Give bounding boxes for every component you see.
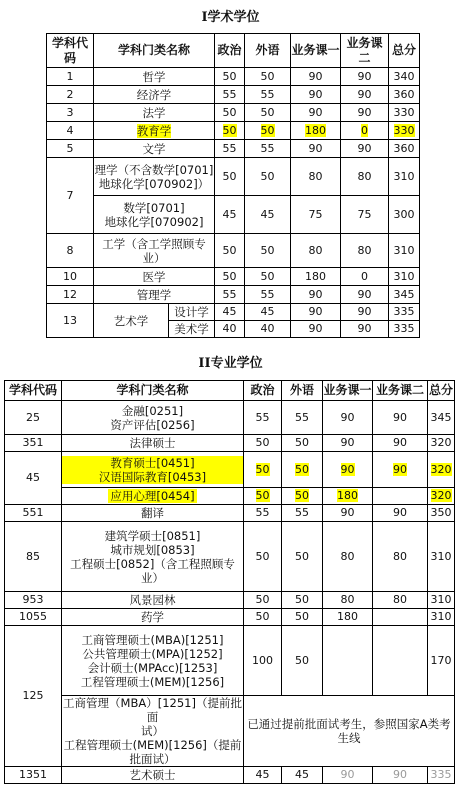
- total-cell: 310: [428, 522, 455, 592]
- name-line: [62, 470, 243, 484]
- header-foreign-language: 外语: [245, 34, 291, 68]
- name-cell: [94, 158, 215, 196]
- table-row: [5, 522, 455, 592]
- name-cell: [62, 452, 244, 488]
- name-cell: 医学: [94, 268, 215, 286]
- highlighted-name: 教育硕士[0451]: [62, 456, 243, 470]
- code-cell: 1: [47, 68, 94, 86]
- politics-cell: 50: [215, 158, 245, 196]
- table-row: [5, 696, 455, 767]
- total-cell: 350: [428, 505, 455, 522]
- course1-cell: 90: [291, 86, 341, 104]
- course1-cell: 90: [291, 321, 341, 338]
- code-cell: 1351: [5, 767, 62, 784]
- politics-cell: 50: [215, 68, 245, 86]
- foreign-language-cell: 45: [245, 304, 291, 321]
- course2-cell: [341, 122, 389, 140]
- foreign-language-cell: 55: [245, 140, 291, 158]
- name-cell: 法律硕士: [62, 435, 244, 452]
- total-cell: [389, 122, 420, 140]
- name-line: 理学（不含数学[0701]: [94, 162, 214, 177]
- course1-cell: [323, 626, 373, 696]
- name-cell: 哲学: [94, 68, 215, 86]
- politics-cell: 50: [244, 609, 282, 626]
- table-row-highlighted: [5, 488, 455, 505]
- course2-cell: [373, 609, 428, 626]
- course2-cell: 90: [341, 86, 389, 104]
- highlighted-value: 90: [393, 462, 407, 476]
- total-cell: 340: [389, 68, 420, 86]
- foreign-language-cell: 40: [245, 321, 291, 338]
- header-course-2: 业务课二: [341, 34, 389, 68]
- politics-cell: 50: [215, 268, 245, 286]
- header-total: 总分: [389, 34, 420, 68]
- name-line: 城市规划[0853]: [110, 542, 195, 557]
- code-cell: 25: [5, 401, 62, 435]
- course2-cell: 90: [341, 140, 389, 158]
- code-cell: 7: [47, 158, 94, 234]
- politics-cell: 55: [244, 505, 282, 522]
- table-row-highlighted: [5, 452, 455, 488]
- name-cell: 管理学: [94, 286, 215, 304]
- total-cell: [428, 452, 455, 488]
- name-line: 数学[0701]: [123, 200, 185, 215]
- highlighted-value: 180: [305, 123, 327, 137]
- course1-cell: 80: [291, 158, 341, 196]
- subname-cell: 美术学: [169, 321, 215, 338]
- course1-cell: 90: [291, 104, 341, 122]
- course2-cell: 90: [373, 505, 428, 522]
- course1-cell: 180: [323, 609, 373, 626]
- course1-cell: [323, 488, 373, 505]
- course2-cell: 90: [373, 767, 428, 784]
- course2-cell: 90: [341, 68, 389, 86]
- name-cell: 法学: [94, 104, 215, 122]
- name-cell: [62, 401, 244, 435]
- table-row: [47, 68, 420, 86]
- header-code: 学科代码: [47, 34, 94, 68]
- foreign-language-cell: 55: [245, 286, 291, 304]
- table-row: [5, 767, 455, 784]
- politics-cell: 40: [215, 321, 245, 338]
- politics-cell: 100: [244, 626, 282, 696]
- foreign-language-cell: 50: [282, 609, 323, 626]
- code-cell: 8: [47, 234, 94, 268]
- highlighted-name: 汉语国际教育[0453]: [62, 470, 243, 484]
- politics-cell: 50: [215, 104, 245, 122]
- section1-title: I学术学位: [201, 10, 260, 25]
- name-line: 地球化学[070902]: [104, 214, 204, 229]
- course1-cell: 80: [291, 234, 341, 268]
- course2-cell: 80: [373, 522, 428, 592]
- total-cell: 310: [389, 158, 420, 196]
- course1-cell: 75: [291, 196, 341, 234]
- table-row: [5, 626, 455, 696]
- course1-cell: 90: [323, 435, 373, 452]
- table-row: [5, 505, 455, 522]
- highlighted-value: 0: [361, 123, 369, 137]
- table-row: [5, 609, 455, 626]
- politics-cell: 55: [215, 86, 245, 104]
- name-cell: [62, 488, 244, 505]
- highlighted-name: 应用心理[0454]: [110, 489, 195, 503]
- total-cell: 310: [428, 609, 455, 626]
- name-cell: [94, 122, 215, 140]
- total-cell: 335: [428, 767, 455, 784]
- total-cell: 360: [389, 140, 420, 158]
- name-cell: [94, 234, 215, 268]
- highlighted-value: 320: [430, 462, 452, 476]
- course1-cell: [323, 452, 373, 488]
- code-cell: 13: [47, 304, 94, 338]
- foreign-language-cell: [245, 122, 291, 140]
- course2-cell: 90: [373, 401, 428, 435]
- course1-cell: 90: [291, 140, 341, 158]
- highlighted-value: 180: [337, 489, 358, 502]
- foreign-language-cell: 50: [245, 234, 291, 268]
- highlighted-name: 教育学: [136, 123, 172, 138]
- table-row: [47, 196, 420, 234]
- foreign-language-cell: 55: [282, 401, 323, 435]
- code-cell: 1055: [5, 609, 62, 626]
- name-line: 业）: [142, 250, 166, 265]
- total-cell: [428, 488, 455, 505]
- total-cell: 360: [389, 86, 420, 104]
- course1-cell: 90: [323, 401, 373, 435]
- table-row: [5, 435, 455, 452]
- foreign-language-cell: 45: [245, 196, 291, 234]
- total-cell: 310: [428, 592, 455, 609]
- foreign-language-cell: 50: [282, 522, 323, 592]
- total-cell: 345: [389, 286, 420, 304]
- total-cell: 170: [428, 626, 455, 696]
- name-line: [62, 456, 243, 470]
- total-cell: 345: [428, 401, 455, 435]
- highlighted-value: 50: [255, 489, 270, 502]
- course2-cell: 90: [341, 286, 389, 304]
- foreign-language-cell: 50: [282, 626, 323, 696]
- name-line: 建筑学硕士[0851]: [104, 528, 201, 543]
- code-cell: 4: [47, 122, 94, 140]
- name-line: 工商管理硕士(MBA)[1251]: [81, 632, 224, 647]
- header-course-1: 业务课一: [323, 381, 373, 401]
- politics-cell: 45: [215, 304, 245, 321]
- course2-cell: [373, 626, 428, 696]
- course1-cell: 90: [291, 286, 341, 304]
- total-cell: 310: [389, 268, 420, 286]
- foreign-language-cell: 55: [245, 86, 291, 104]
- course2-cell: 80: [373, 592, 428, 609]
- table-row: [5, 401, 455, 435]
- course2-cell: 0: [341, 268, 389, 286]
- table-row: [47, 268, 420, 286]
- total-cell: 310: [389, 234, 420, 268]
- politics-cell: 55: [215, 286, 245, 304]
- header-name: 学科门类名称: [62, 381, 244, 401]
- foreign-language-cell: 50: [282, 592, 323, 609]
- course1-cell: [291, 122, 341, 140]
- course1-cell: 80: [323, 522, 373, 592]
- table-row: [47, 286, 420, 304]
- course2-cell: 80: [341, 234, 389, 268]
- course2-cell: 90: [373, 435, 428, 452]
- name-line: 金融[0251]: [121, 403, 184, 418]
- course1-cell: 180: [291, 268, 341, 286]
- table-row: [47, 104, 420, 122]
- foreign-language-cell: [282, 488, 323, 505]
- total-cell: 300: [389, 196, 420, 234]
- course1-cell: 90: [323, 505, 373, 522]
- table-row: [5, 592, 455, 609]
- highlighted-value: 50: [260, 123, 275, 137]
- header-politics: 政治: [244, 381, 282, 401]
- foreign-language-cell: 45: [282, 767, 323, 784]
- header-name: 学科门类名称: [94, 34, 215, 68]
- header-course-2: 业务课二: [373, 381, 428, 401]
- section2-title: II专业学位: [198, 356, 263, 371]
- name-cell: [62, 626, 244, 696]
- total-cell: 335: [389, 321, 420, 338]
- politics-cell: [244, 488, 282, 505]
- course1-cell: 90: [291, 68, 341, 86]
- name-cell: 文学: [94, 140, 215, 158]
- politics-cell: 50: [244, 435, 282, 452]
- name-line: 工商管理（MBA）[1251]（提前批面: [63, 696, 242, 724]
- code-cell: 10: [47, 268, 94, 286]
- code-cell: 2: [47, 86, 94, 104]
- name-line: 工程管理硕士(MEM)[1256]: [80, 674, 225, 689]
- name-line: 地球化学[070902]）: [98, 176, 210, 191]
- name-cell: 药学: [62, 609, 244, 626]
- name-cell: 艺术学: [94, 304, 169, 338]
- name-cell: 翻译: [62, 505, 244, 522]
- code-cell: 953: [5, 592, 62, 609]
- header-total: 总分: [428, 381, 455, 401]
- name-line: 工程管理硕士(MEM)[1256]（提前: [63, 738, 242, 752]
- code-cell: 351: [5, 435, 62, 452]
- course1-cell: 80: [323, 592, 373, 609]
- name-cell: 经济学: [94, 86, 215, 104]
- note-line: 生线: [337, 731, 361, 745]
- table-row: [47, 234, 420, 268]
- highlighted-value: 50: [255, 462, 270, 476]
- politics-cell: 55: [244, 401, 282, 435]
- name-cell: [62, 696, 244, 767]
- code-cell: 3: [47, 104, 94, 122]
- table-row: [47, 86, 420, 104]
- name-line: 试）: [141, 724, 164, 738]
- foreign-language-cell: 50: [245, 104, 291, 122]
- table-row: [47, 158, 420, 196]
- name-cell: 艺术硕士: [62, 767, 244, 784]
- course1-cell: 90: [323, 767, 373, 784]
- foreign-language-cell: 50: [245, 268, 291, 286]
- politics-cell: 50: [244, 592, 282, 609]
- course2-cell: 90: [341, 104, 389, 122]
- course2-cell: [373, 488, 428, 505]
- table-header-row: [5, 381, 455, 401]
- table-row: [47, 140, 420, 158]
- table-row: [47, 304, 420, 321]
- course2-cell: 80: [341, 158, 389, 196]
- code-cell: 5: [47, 140, 94, 158]
- table-row-highlighted: [47, 122, 420, 140]
- code-cell: 551: [5, 505, 62, 522]
- name-line: 工程硕士[0852]（含工程照顾专: [70, 556, 235, 571]
- subname-cell: 设计学: [169, 304, 215, 321]
- highlighted-value: 50: [295, 462, 309, 476]
- name-line: 业）: [141, 570, 164, 585]
- foreign-language-cell: 50: [245, 68, 291, 86]
- politics-cell: 50: [215, 234, 245, 268]
- name-line: 工学（含工学照顾专: [102, 236, 206, 251]
- foreign-language-cell: 50: [282, 435, 323, 452]
- highlighted-value: 50: [222, 123, 237, 137]
- course2-cell: 75: [341, 196, 389, 234]
- code-cell: 85: [5, 522, 62, 592]
- politics-cell: 45: [215, 196, 245, 234]
- highlighted-value: 330: [393, 123, 415, 137]
- name-cell: [94, 196, 215, 234]
- header-foreign-language: 外语: [282, 381, 323, 401]
- note-cell: [244, 696, 455, 767]
- header-politics: 政治: [215, 34, 245, 68]
- name-line: 资产评估[0256]: [110, 417, 195, 432]
- politics-cell: 50: [244, 522, 282, 592]
- total-cell: 320: [428, 435, 455, 452]
- politics-cell: 45: [244, 767, 282, 784]
- politics-cell: [215, 122, 245, 140]
- name-cell: 风景园林: [62, 592, 244, 609]
- code-cell: 45: [5, 452, 62, 505]
- name-line: 批面试）: [129, 752, 176, 766]
- course2-cell: 90: [341, 304, 389, 321]
- name-cell: [62, 522, 244, 592]
- foreign-language-cell: 50: [245, 158, 291, 196]
- name-line: 会计硕士(MPAcc)[1253]: [87, 660, 218, 675]
- highlighted-value: 50: [295, 489, 309, 502]
- politics-cell: 55: [215, 140, 245, 158]
- highlighted-value: 320: [430, 489, 452, 502]
- professional-degree-table: [4, 380, 455, 784]
- politics-cell: [244, 452, 282, 488]
- foreign-language-cell: [282, 452, 323, 488]
- header-code: 学科代码: [5, 381, 62, 401]
- total-cell: 330: [389, 104, 420, 122]
- note-line: 已通过提前批面试考生，参照国家A类考: [247, 717, 451, 731]
- table-header-row: [47, 34, 420, 68]
- academic-degree-table: [46, 33, 420, 338]
- highlighted-value: 90: [340, 462, 355, 476]
- total-cell: 335: [389, 304, 420, 321]
- foreign-language-cell: 55: [282, 505, 323, 522]
- course2-cell: [373, 452, 428, 488]
- name-line: 公共管理硕士(MPA)[1252]: [82, 646, 223, 661]
- header-course-1: 业务课一: [291, 34, 341, 68]
- code-cell: 12: [47, 286, 94, 304]
- course2-cell: 90: [341, 321, 389, 338]
- code-cell: 125: [5, 626, 62, 767]
- course1-cell: 90: [291, 304, 341, 321]
